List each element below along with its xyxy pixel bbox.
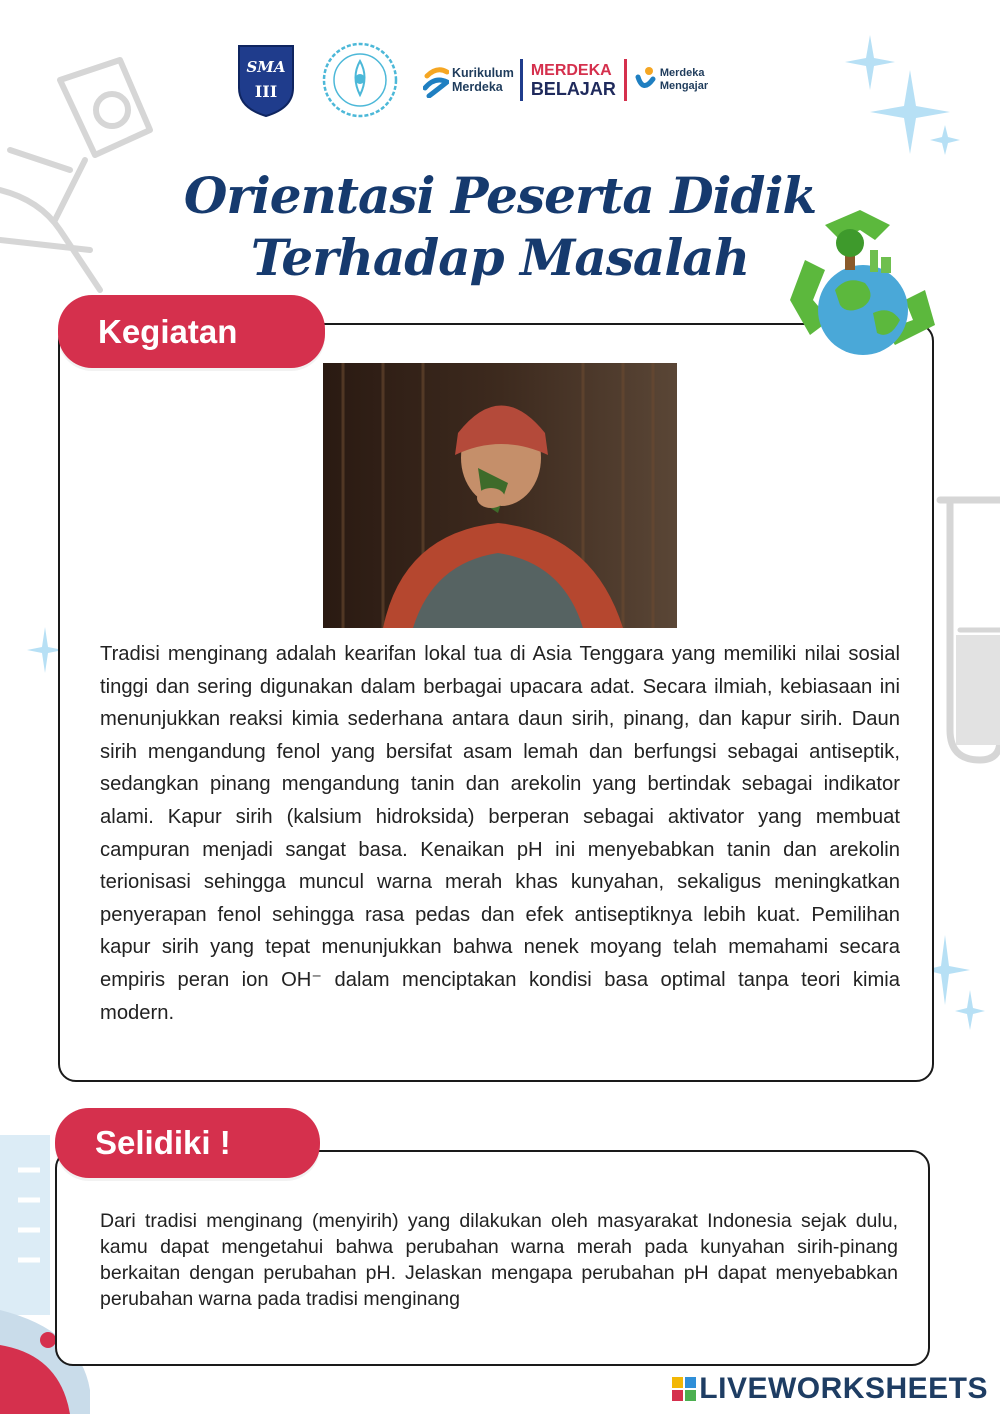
kurikulum-swoosh-icon xyxy=(423,62,449,98)
school-emblem-icon xyxy=(319,39,401,121)
selidiki-paragraph: Dari tradisi menginang (menyirih) yang dilakukan oleh masyarakat Indonesia sejak dulu, kamu dapat mengetahui bahwa perubahan warna merah pada kunyahan sirih-pinang berkaitan dengan perubahan pH. Jelaskan mengapa perubahan pH dapat menyebabkan perubahan warna pada tradisi menginang xyxy=(100,1210,898,1310)
sma-logo-icon xyxy=(235,42,297,118)
page-title-line-2: Terhadap Masalah xyxy=(250,228,750,287)
liveworksheets-logo xyxy=(671,1372,988,1406)
sma-logo-numeral: III xyxy=(254,82,278,101)
sma-logo-text: SMA xyxy=(246,58,286,76)
merdeka-mengajar-logo xyxy=(635,65,708,95)
woman-chewing-betel-photo xyxy=(323,363,677,628)
sparkle-icon xyxy=(840,30,970,160)
sparkle-right-icon xyxy=(925,930,985,1030)
liveworksheets-text: LIVEWORKSHEETS xyxy=(699,1372,988,1405)
kurikulum-text-2: Merdeka xyxy=(452,80,503,94)
merdeka-text: MERDEKA xyxy=(530,62,612,79)
selidiki-tab xyxy=(55,1108,320,1178)
kegiatan-tab xyxy=(58,295,325,368)
belajar-text: BELAJAR xyxy=(530,79,616,99)
kegiatan-paragraph: Tradisi menginang adalah kearifan lokal tua di Asia Tenggara yang memiliki nilai sosial tinggi dan sering digunakan dalam berbagai upacara adat. Secara ilmiah, kebiasaan ini menunjukkan reaksi kimia sederhana antara daun sirih, pinang, dan kapur sirih. Daun sirih mengandung fenol yang bersifat asam lemah dan berfungsi sebagai antiseptik, sedangkan pinang mengandung tanin dan arekolin yang bertindak sebagai indikator alami. Kapur sirih (kalsium hidroksida) berperan sebagai aktivator yang membuat campuran menjadi sangat basa. Kenaikan pH ini menyebabkan tanin dan arekolin terionisasi sehingga muncul warna merah khas kunyahan, sekaligus meningkatkan penyerapan fenol sehingga rasa pedas dan efek antiseptiknya lebih kuat. Pemilihan kapur sirih yang tepat menunjukkan bahwa nenek moyang telah memahami secara empiris peran ion OH⁻ dalam menciptakan kondisi basa optimal tanpa teori kimia modern. xyxy=(100,643,900,1024)
merdeka-belajar-logo xyxy=(531,62,616,98)
mengajar-text-1: Merdeka xyxy=(659,67,705,79)
page-title-line-1: Orientasi Peserta Didik xyxy=(183,166,817,225)
header-logos xyxy=(235,40,708,120)
divider xyxy=(520,59,523,101)
kurikulum-merdeka-logo xyxy=(423,62,514,98)
mengajar-text-2: Mengajar xyxy=(659,80,709,92)
liveworksheets-icon xyxy=(671,1376,697,1402)
selidiki-tab-label: Selidiki ! xyxy=(95,1124,231,1161)
kurikulum-text-1: Kurikulum xyxy=(452,66,514,80)
kegiatan-tab-label: Kegiatan xyxy=(98,312,238,350)
test-tube-decoration-icon xyxy=(930,490,1000,770)
recycle-earth-icon xyxy=(785,205,940,365)
merdeka-mengajar-icon xyxy=(635,65,657,95)
divider xyxy=(624,59,627,101)
